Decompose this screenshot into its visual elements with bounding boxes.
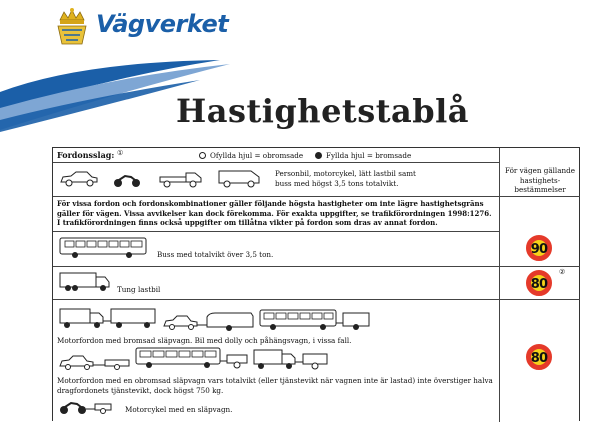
- bus-icon: [59, 235, 147, 261]
- unbraked-wheel-icon: [199, 152, 206, 159]
- legend-braked: Fyllda hjul = bromsade: [326, 151, 412, 160]
- truck-with-trailer-icon: [59, 305, 157, 333]
- truck-with-small-trailer-icon: [253, 348, 329, 372]
- motorcycle-trailer-description: Motorcykel med en släpvagn.: [125, 405, 233, 414]
- light-truck-icon: [159, 170, 203, 188]
- page-title: Hastighetstablå: [176, 92, 469, 130]
- van-icon: [217, 168, 261, 188]
- legend-unbraked: Ofyllda hjul = obromsade: [210, 151, 304, 160]
- crown-emblem-icon: [52, 6, 92, 48]
- car-with-small-trailer-icon: [59, 353, 131, 371]
- bus-with-trailer-icon: [259, 308, 371, 334]
- speed-sign-80-trailers: [526, 344, 552, 370]
- vehicle-type-label: Fordonsslag:: [57, 150, 115, 160]
- braked-trailer-description: Motorfordon med bromsad släpvagn. Bil med dolly och påhängsvagn, i vissa fall.: [57, 336, 352, 345]
- vagverket-logo: [52, 6, 227, 48]
- unbraked-trailer-description: Motorfordon med en obromsad släpvagn vars totalvikt (eller tjänstevikt när vagnen inte är lastad) inte överstiger halva dragfordonets tjänstevikt, dock högst 750 kg.: [57, 376, 493, 395]
- speed-table: [52, 147, 580, 421]
- car-icon: [59, 170, 99, 188]
- speed-value-80-truck: 80: [530, 277, 548, 292]
- speed-value-90: 90: [530, 242, 548, 257]
- motorcycle-icon: [113, 172, 141, 188]
- footnote-2-mark: ②: [559, 268, 566, 276]
- speed-sign-80-truck: [526, 270, 552, 296]
- motorcycle-with-trailer-icon: [59, 398, 113, 416]
- brand-name: Vägverket: [96, 10, 229, 38]
- speed-sign-90: [526, 235, 552, 261]
- bus-with-small-trailer-icon: [135, 346, 249, 372]
- speed-column-header: För vägen gällande hastighets-bestämmelser: [504, 166, 575, 194]
- braked-wheel-icon: [315, 152, 322, 159]
- bus-description: Buss med totalvikt över 3,5 ton.: [157, 250, 274, 259]
- heavy-truck-icon: [59, 271, 111, 293]
- footnote-1-mark: ①: [117, 149, 124, 157]
- car-with-caravan-icon: [163, 312, 255, 332]
- heavy-truck-description: Tung lastbil: [117, 285, 161, 294]
- speed-value-80-trailers: 80: [530, 351, 548, 366]
- info-paragraph: För vissa fordon och fordonskombinationer gäller följande högsta hastigheter om inte lägre hastighetsgräns gäller för vägen. Vissa avvikelser kan dock förekomma. För exakta uppgifter, se trafikförordningen 1998:1276. I trafikförordningen finns också uppgifter om tillåtna vikter på fordon som dras av annat fordon.: [57, 199, 492, 227]
- light-vehicles-description: Personbil, motorcykel, lätt lastbil samt buss med högst 3,5 tons totalvikt.: [275, 169, 416, 188]
